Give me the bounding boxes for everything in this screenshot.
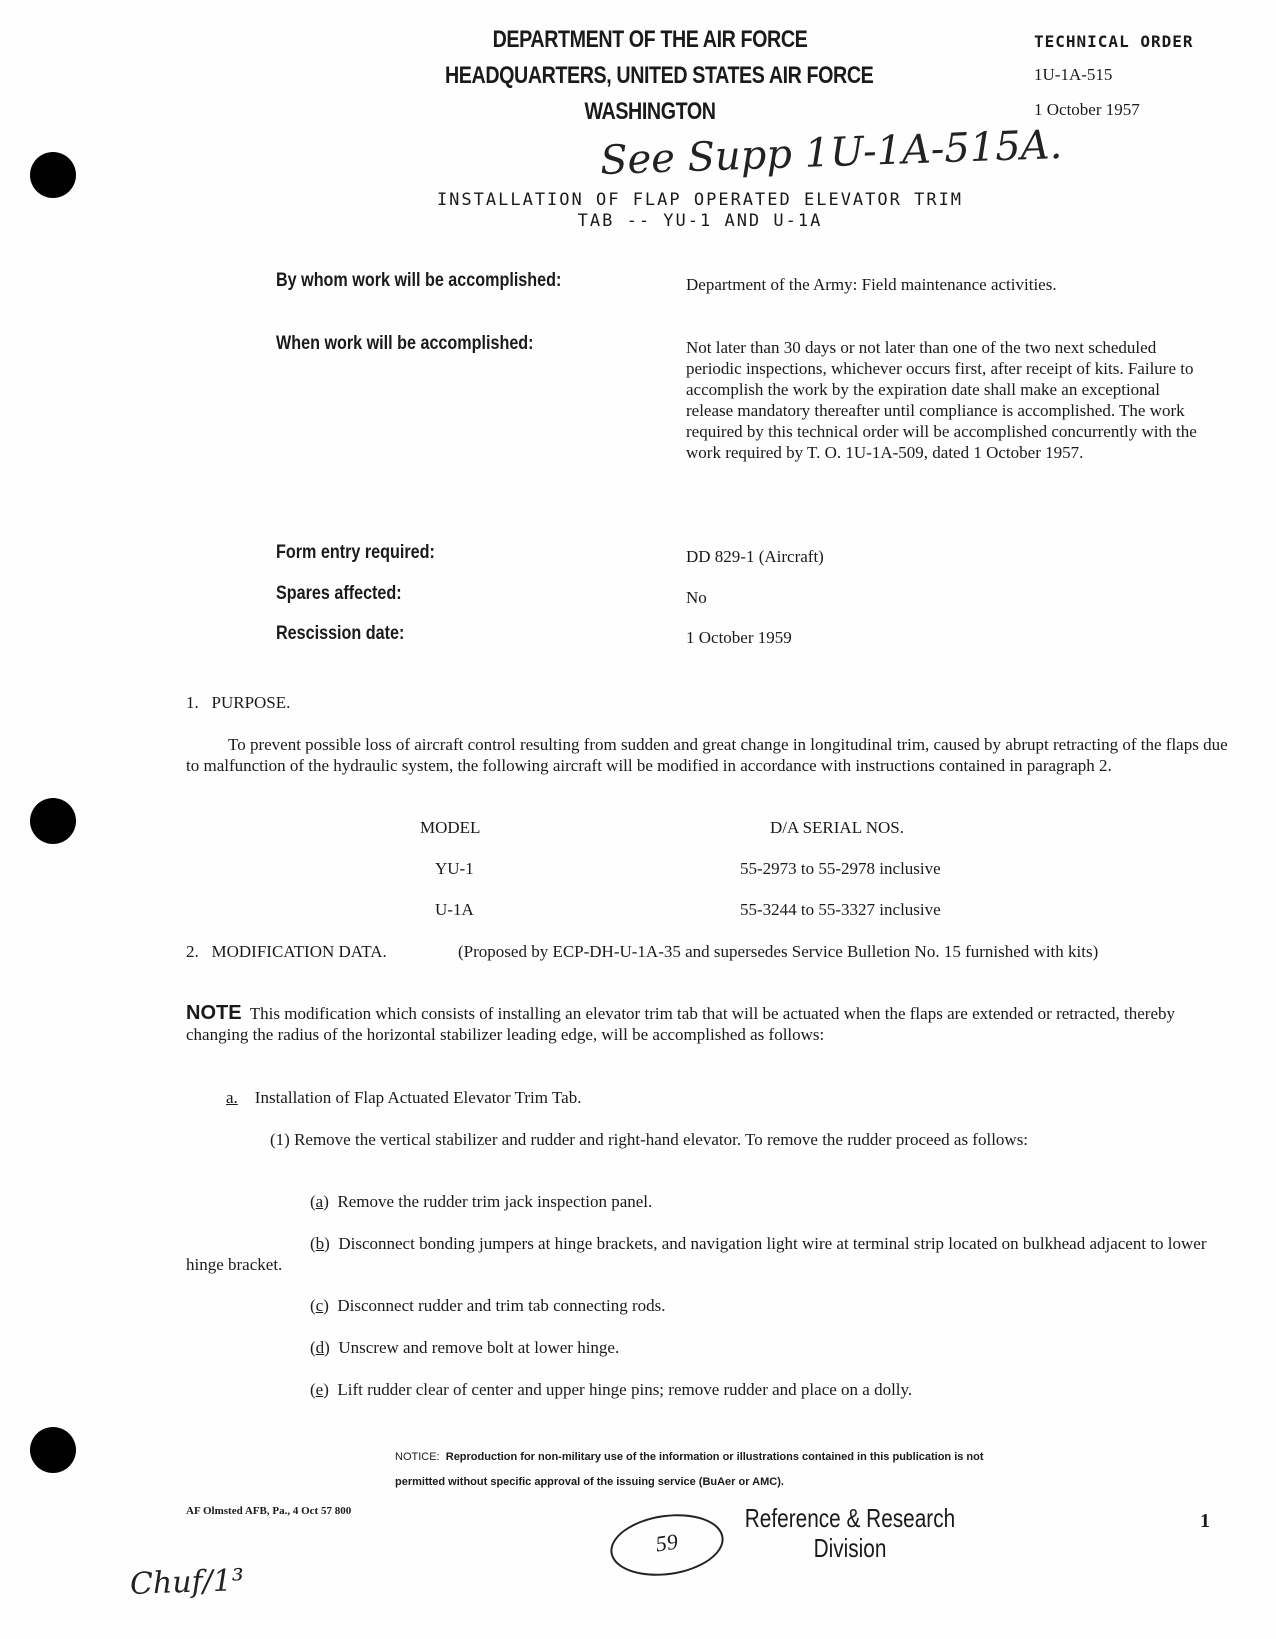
page-number: 1	[1200, 1510, 1210, 1532]
reference-division-stamp	[722, 1503, 978, 1563]
substep-d: (d) Unscrew and remove bolt at lower hinge.	[310, 1338, 620, 1357]
step-1: (1) Remove the vertical stabilizer and rudder and right-hand elevator. To remove the rudder proceed as follows:	[270, 1130, 1029, 1149]
substep-b: (b) Disconnect bonding jumpers at hinge brackets, and navigation light wire at terminal strip located on bulkhead adjacent to lower hinge bracket.	[186, 1234, 1207, 1274]
field-label-rescission: Rescission date:	[276, 623, 405, 644]
field-label-form-entry: Form entry required:	[276, 542, 435, 563]
document-title-line-1: INSTALLATION OF FLAP OPERATED ELEVATOR TRIM	[436, 190, 964, 210]
technical-order-date: 1 October 1957	[1034, 100, 1140, 119]
stamp-text: 59	[654, 1528, 680, 1557]
printer-imprint: AF Olmsted AFB, Pa., 4 Oct 57 800	[186, 1505, 352, 1517]
section-2-heading-note: (Proposed by ECP-DH-U-1A-35 and supersedes Service Bulletion No. 15 furnished with kits)	[458, 942, 1099, 961]
table-cell-serial: 55-2973 to 55-2978 inclusive	[740, 859, 941, 878]
substep-marker: c	[315, 1296, 324, 1315]
note-paragraph	[186, 1003, 1231, 1045]
field-value-when: Not later than 30 days or not later than one of the two next scheduled periodic inspections, whichever occurs first, after receipt of kits. Failure to accomplish the work by the expiration date shall make an exceptional release mandatory thereafter until compliance is accomplished. The work required by this technical order will be accomplished concurrently with the work required by T. O. 1U-1A-509, dated 1 October 1957.	[686, 338, 1197, 462]
section-1-heading: 1. PURPOSE.	[186, 693, 291, 712]
sub-a-marker: a.	[226, 1088, 238, 1107]
table-cell-serial: 55-3244 to 55-3327 inclusive	[740, 900, 941, 919]
substep-text: Remove the rudder trim jack inspection panel.	[337, 1192, 653, 1211]
substep-text: Unscrew and remove bolt at lower hinge.	[338, 1338, 620, 1357]
substep-marker: b	[315, 1234, 325, 1253]
notice-text: Reproduction for non-military use of the information or illustrations contained in this publication is not permitted without specific approval of the issuing service (BuAer or AMC).	[395, 1451, 984, 1488]
substep-c: (c) Disconnect rudder and trim tab connecting rods.	[310, 1296, 666, 1315]
substep-a: (a) Remove the rudder trim jack inspection panel.	[310, 1192, 653, 1211]
reference-line-1: Reference & Research	[744, 1503, 956, 1533]
field-value-form-entry: DD 829-1 (Aircraft)	[686, 547, 824, 566]
division-stamp-logo	[606, 1507, 727, 1582]
substep-text: Disconnect bonding jumpers at hinge brackets, and navigation light wire at terminal strip located on bulkhead adjacent to lower hinge bracket.	[186, 1234, 1207, 1274]
document-title-line-2: TAB -- YU-1 AND U-1A	[577, 211, 823, 231]
note-label: NOTE	[186, 1002, 242, 1024]
field-value-spares: No	[686, 588, 707, 607]
note-text: This modification which consists of installing an elevator trim tab that will be actuated when the flaps are extended or retracted, thereby changing the radius of the horizontal stabilizer leading edge, will be accomplished as follows:	[186, 1004, 1176, 1044]
substep-text: Disconnect rudder and trim tab connecting rods.	[337, 1296, 666, 1315]
table-cell-model: U-1A	[435, 900, 474, 919]
technical-order-number: 1U-1A-515	[1034, 65, 1113, 84]
substep-e: (e) Lift rudder clear of center and upper hinge pins; remove rudder and place on a dolly.	[310, 1380, 913, 1399]
reference-line-2: Division	[813, 1533, 887, 1563]
substep-marker: a	[315, 1192, 324, 1211]
field-label-spares: Spares affected:	[276, 583, 402, 604]
technical-order-label: TECHNICAL ORDER	[1034, 32, 1194, 51]
notice-label: NOTICE:	[395, 1451, 440, 1463]
table-header-serial: D/A SERIAL NOS.	[770, 818, 904, 837]
header-line-1: DEPARTMENT OF THE AIR FORCE	[492, 26, 808, 53]
field-label-when: When work will be accomplished:	[276, 333, 534, 354]
punch-hole	[30, 152, 76, 198]
handwritten-initials: Chuf/1³	[129, 1563, 245, 1602]
table-cell-model: YU-1	[435, 859, 474, 878]
substep-text: Lift rudder clear of center and upper hinge pins; remove rudder and place on a dolly.	[337, 1380, 913, 1399]
punch-hole	[30, 1427, 76, 1473]
field-value-by-whom: Department of the Army: Field maintenance activities.	[686, 275, 1057, 294]
field-value-rescission: 1 October 1959	[686, 628, 792, 647]
reproduction-notice	[395, 1445, 1015, 1495]
handwritten-note: See Supp 1U-1A-515A.	[599, 121, 1063, 185]
header-line-2: HEADQUARTERS, UNITED STATES AIR FORCE	[445, 62, 874, 89]
substep-marker: d	[315, 1338, 325, 1357]
section-2-heading: 2. MODIFICATION DATA.	[186, 942, 387, 961]
substep-marker: e	[315, 1380, 324, 1399]
field-label-by-whom: By whom work will be accomplished:	[276, 270, 562, 291]
sub-a-text: Installation of Flap Actuated Elevator Trim Tab.	[254, 1088, 582, 1107]
sub-a	[226, 1087, 581, 1108]
punch-hole	[30, 798, 76, 844]
header-line-3: WASHINGTON	[584, 98, 716, 125]
table-header-model: MODEL	[420, 818, 481, 837]
section-1-text: To prevent possible loss of aircraft control resulting from sudden and great change in longitudinal trim, caused by abrupt retracting of the flaps due to malfunction of the hydraulic system, the following aircraft will be modified in accordance with instructions contained in paragraph 2.	[186, 735, 1228, 775]
